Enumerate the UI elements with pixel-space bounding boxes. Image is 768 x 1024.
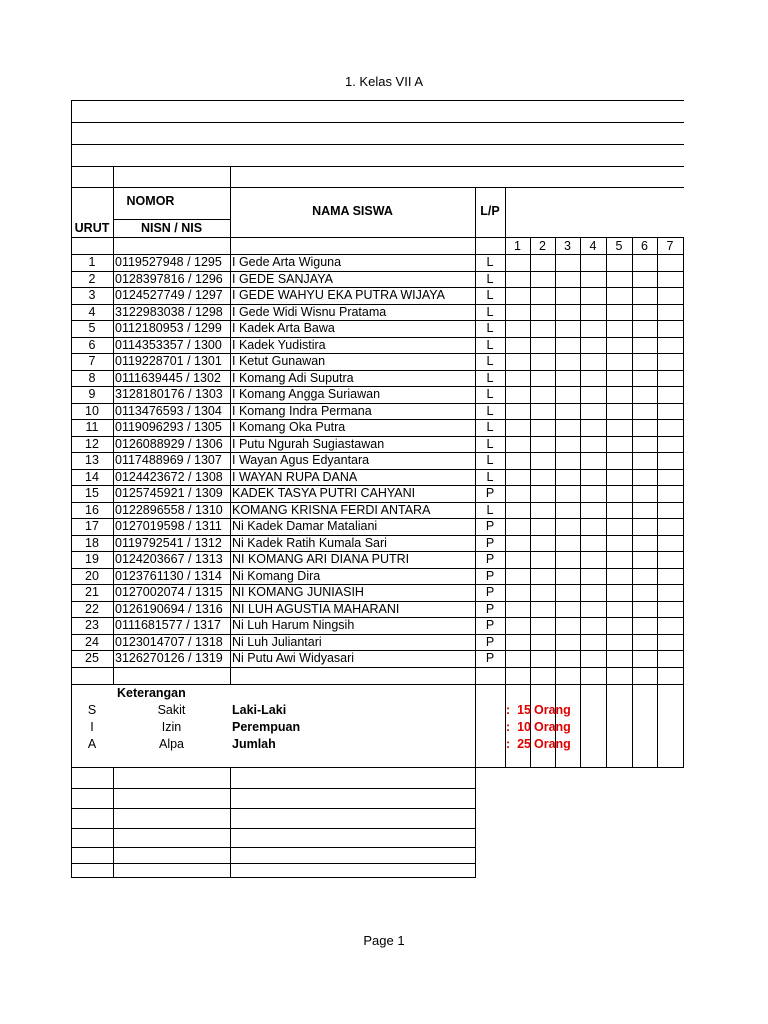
grid-line [71, 684, 684, 685]
student-nisn: 0119792541 / 1312 [115, 535, 222, 550]
student-nisn: 0126190694 / 1316 [115, 601, 223, 616]
student-name: I Komang Oka Putra [232, 420, 346, 434]
grid-line [71, 187, 72, 238]
header-urut: URUT [74, 221, 110, 235]
stat-count: 15 [517, 703, 531, 717]
grid-line [505, 237, 506, 668]
header-nomor: NOMOR [126, 194, 175, 208]
grid-line [71, 767, 476, 768]
grid-line [71, 617, 684, 618]
stat-colon: : [506, 703, 511, 717]
student-number: 7 [88, 354, 96, 368]
student-nisn: 0119527948 / 1295 [115, 255, 222, 269]
header-nisn: NISN / NIS [140, 221, 203, 235]
legend-code: I [90, 720, 94, 734]
legend-code: A [87, 737, 97, 751]
student-nisn: 0117488969 / 1307 [115, 453, 222, 467]
grid-line [606, 237, 607, 668]
student-nisn: 0111639445 / 1302 [115, 370, 221, 385]
grid-line [71, 650, 684, 651]
student-nisn: 0123761130 / 1314 [115, 568, 222, 583]
student-nisn: 0113476593 / 1304 [115, 403, 222, 418]
legend-label: Izin [161, 720, 182, 734]
student-gender: P [485, 519, 495, 533]
student-gender: L [486, 502, 494, 517]
grid-line [71, 386, 684, 387]
student-number: 23 [85, 618, 99, 632]
legend-label: Sakit [157, 703, 186, 717]
stat-unit: Orang [534, 737, 571, 751]
student-number: 1 [88, 255, 96, 269]
grid-line [71, 551, 684, 552]
grid-line [71, 568, 684, 569]
student-name: I Komang Angga Suriawan [232, 387, 381, 401]
grid-line [71, 877, 476, 878]
grid-line [230, 237, 231, 668]
student-nisn: 0125745921 / 1309 [115, 486, 223, 500]
student-name: NI LUH AGUSTIA MAHARANI [232, 601, 400, 616]
student-gender: L [486, 304, 494, 319]
grid-line [71, 502, 684, 503]
student-gender: P [485, 535, 495, 550]
student-number: 15 [85, 486, 99, 500]
student-gender: L [486, 403, 494, 418]
student-name: I Gede Arta Wiguna [232, 255, 342, 269]
student-name: I GEDE WAHYU EKA PUTRA WIJAYA [232, 288, 446, 302]
grid-line [71, 452, 684, 453]
grid-line [632, 237, 633, 668]
student-number: 8 [88, 370, 96, 385]
student-gender: P [485, 568, 495, 583]
day-number-6: 6 [641, 239, 648, 253]
grid-line [683, 667, 684, 768]
student-gender: P [485, 486, 495, 500]
grid-line [71, 403, 684, 404]
student-nisn: 0124423672 / 1308 [115, 469, 223, 484]
student-nisn: 0111681577 / 1317 [115, 618, 221, 632]
student-name: Ni Putu Awi Widyasari [232, 651, 355, 665]
student-number: 25 [85, 651, 99, 665]
student-nisn: 0112180953 / 1299 [115, 321, 222, 335]
student-name: I Komang Indra Permana [232, 403, 372, 418]
grid-line [71, 828, 476, 829]
student-name: KOMANG KRISNA FERDI ANTARA [232, 502, 431, 517]
day-number-7: 7 [666, 239, 674, 253]
student-gender: L [486, 288, 494, 302]
student-gender: P [485, 651, 495, 665]
student-gender: P [485, 552, 495, 566]
page-footer: Page 1 [363, 933, 405, 948]
student-number: 17 [85, 519, 99, 533]
grid-line [71, 271, 684, 272]
student-number: 19 [85, 552, 99, 566]
student-number: 18 [85, 535, 99, 550]
student-number: 14 [85, 469, 99, 484]
student-name: I Wayan Agus Edyantara [232, 453, 370, 467]
student-gender: L [486, 453, 494, 467]
grid-line [475, 237, 476, 668]
grid-line [71, 767, 72, 878]
grid-line [505, 187, 506, 238]
student-name: I Komang Adi Suputra [232, 370, 354, 385]
stat-colon: : [506, 737, 511, 751]
grid-line [71, 100, 684, 101]
student-nisn: 0119228701 / 1301 [115, 354, 222, 368]
page-caption: 1. Kelas VII A [344, 74, 424, 89]
grid-line [606, 667, 607, 768]
student-gender: L [486, 387, 494, 401]
grid-line [580, 237, 581, 668]
student-nisn: 3122983038 / 1298 [115, 304, 223, 319]
grid-line [113, 667, 114, 685]
header-nama-siswa: NAMA SISWA [312, 204, 393, 218]
student-name: NI KOMANG JUNIASIH [232, 585, 364, 599]
student-gender: L [486, 321, 494, 335]
day-number-3: 3 [564, 239, 571, 253]
student-number: 16 [85, 502, 99, 517]
student-nisn: 0124203667 / 1313 [115, 552, 223, 566]
student-number: 21 [85, 585, 99, 599]
grid-line [71, 419, 684, 420]
student-number: 20 [85, 568, 99, 583]
student-nisn: 3126270126 / 1319 [115, 651, 223, 665]
legend-title: Keterangan [117, 686, 186, 700]
grid-line [632, 667, 633, 768]
student-name: Ni Kadek Ratih Kumala Sari [232, 535, 387, 550]
student-number: 4 [88, 304, 96, 319]
grid-line [71, 847, 476, 848]
grid-line [113, 767, 114, 878]
legend-code: S [87, 703, 97, 717]
student-name: Ni Komang Dira [232, 568, 321, 583]
grid-line [71, 634, 684, 635]
student-gender: L [486, 370, 494, 385]
stat-count: 10 [517, 720, 531, 734]
student-number: 24 [85, 634, 99, 649]
student-gender: L [486, 469, 494, 484]
student-gender: P [485, 618, 495, 632]
grid-line [71, 122, 684, 123]
student-number: 5 [88, 321, 96, 335]
student-nisn: 0124527749 / 1297 [115, 288, 223, 302]
grid-line [71, 370, 684, 371]
student-number: 22 [85, 601, 99, 616]
grid-line [71, 187, 684, 188]
student-nisn: 0127002074 / 1315 [115, 585, 223, 599]
student-nisn: 0123014707 / 1318 [115, 634, 223, 649]
student-nisn: 0128397816 / 1296 [115, 271, 223, 286]
student-number: 11 [85, 420, 99, 434]
grid-line [71, 237, 684, 238]
day-number-1: 1 [514, 239, 521, 253]
grid-line [230, 767, 231, 878]
student-gender: L [486, 436, 494, 451]
header-lp: L/P [480, 204, 500, 218]
student-number: 13 [85, 453, 99, 467]
day-number-4: 4 [589, 239, 597, 253]
grid-line [683, 237, 684, 668]
grid-line [475, 767, 476, 878]
day-number-2: 2 [539, 239, 546, 253]
grid-line [71, 320, 684, 321]
grid-line [71, 337, 684, 338]
student-nisn: 0122896558 / 1310 [115, 502, 223, 517]
student-name: I Kadek Arta Bawa [232, 321, 335, 335]
grid-line [555, 237, 556, 668]
student-number: 2 [88, 271, 96, 286]
student-nisn: 0127019598 / 1311 [115, 519, 222, 533]
grid-line [113, 237, 114, 668]
stat-unit: Orang [534, 703, 571, 717]
grid-line [71, 788, 476, 789]
student-nisn: 0119096293 / 1305 [115, 420, 222, 434]
grid-line [657, 237, 658, 668]
grid-line [71, 304, 684, 305]
grid-line [71, 436, 684, 437]
student-name: NI KOMANG ARI DIANA PUTRI [232, 552, 410, 566]
grid-line [580, 667, 581, 768]
student-name: Ni Luh Harum Ningsih [232, 618, 355, 632]
legend-label: Alpa [158, 737, 185, 751]
grid-line [230, 166, 231, 238]
grid-line [530, 237, 531, 668]
grid-line [71, 584, 684, 585]
grid-line [475, 667, 476, 768]
grid-line [71, 166, 684, 167]
student-name: I Ketut Gunawan [232, 354, 326, 368]
student-gender: P [485, 634, 495, 649]
student-gender: L [486, 255, 494, 269]
stat-unit: Orang [534, 720, 571, 734]
student-gender: L [486, 420, 494, 434]
student-nisn: 0126088929 / 1306 [115, 436, 223, 451]
grid-line [71, 144, 684, 145]
student-nisn: 0114353357 / 1300 [115, 337, 222, 352]
student-gender: L [486, 271, 494, 286]
grid-line [230, 667, 231, 685]
student-name: I Gede Widi Wisnu Pratama [232, 304, 387, 319]
grid-line [71, 518, 684, 519]
day-number-5: 5 [615, 239, 623, 253]
student-name: KADEK TASYA PUTRI CAHYANI [232, 486, 416, 500]
grid-line [71, 863, 476, 864]
student-number: 6 [88, 337, 96, 352]
student-number: 9 [88, 387, 96, 401]
stat-label: Perempuan [232, 720, 301, 734]
student-name: I Kadek Yudistira [232, 337, 326, 352]
student-name: I Putu Ngurah Sugiastawan [232, 436, 385, 451]
grid-line [71, 485, 684, 486]
student-name: Ni Kadek Damar Mataliani [232, 519, 378, 533]
student-name: I GEDE SANJAYA [232, 271, 333, 286]
grid-line [71, 601, 684, 602]
grid-line [71, 535, 684, 536]
grid-line [113, 219, 231, 220]
grid-line [71, 808, 476, 809]
grid-line [71, 353, 684, 354]
grid-line [71, 667, 684, 668]
grid-line [71, 469, 684, 470]
grid-line [657, 667, 658, 768]
student-nisn: 3128180176 / 1303 [115, 387, 223, 401]
student-name: I WAYAN RUPA DANA [232, 469, 358, 484]
student-gender: P [485, 585, 495, 599]
stat-count: 25 [517, 737, 531, 751]
grid-line [113, 166, 114, 238]
stat-colon: : [506, 720, 511, 734]
student-gender: L [486, 337, 494, 352]
student-gender: P [485, 601, 495, 616]
stat-label: Jumlah [232, 737, 276, 751]
student-number: 12 [85, 436, 99, 451]
student-name: Ni Luh Juliantari [232, 634, 322, 649]
grid-line [71, 254, 684, 255]
student-gender: L [486, 354, 494, 368]
grid-line [475, 187, 476, 238]
student-number: 10 [85, 403, 99, 418]
student-number: 3 [88, 288, 96, 302]
grid-line [71, 287, 684, 288]
grid-line [71, 100, 72, 188]
grid-line [71, 237, 72, 668]
stat-label: Laki-Laki [232, 703, 287, 717]
